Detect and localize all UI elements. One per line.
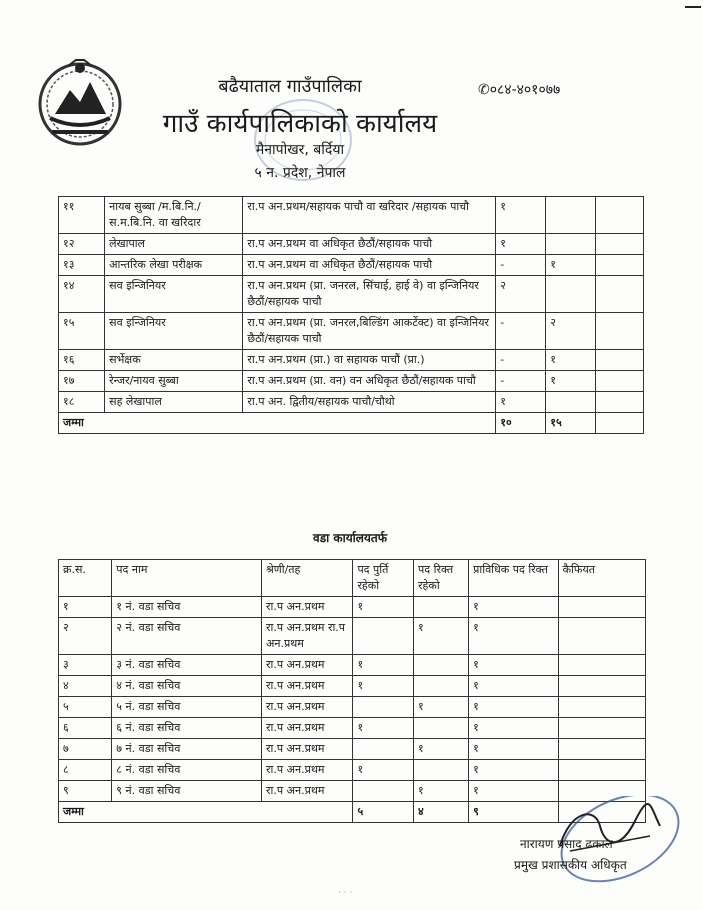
- table-row: [59, 255, 644, 276]
- vacant-cell: १: [414, 697, 469, 718]
- serial-cell: १२: [59, 234, 105, 255]
- grade-cell: रा.प अन.प्रथम: [261, 655, 352, 676]
- column-header: पद रिक्त रहेको: [414, 560, 469, 597]
- grade-cell: रा.प अन.प्रथम: [261, 718, 352, 739]
- office-location: मैनापोखर, बर्दिया: [255, 142, 345, 158]
- vacant-cell: १: [414, 739, 469, 760]
- count-cell: -: [496, 350, 546, 371]
- remark-cell: [558, 676, 645, 697]
- grade-cell: रा.प अन.प्रथम (प्रा.) वा सहायक पाचौं (प्रा.): [243, 350, 496, 371]
- grade-cell: रा.प अन.प्रथम (प्रा. जनरल, सिंचाई, हाई वे) वा इन्जिनियर छैठौं/सहायक पाचौ: [243, 276, 496, 313]
- table-row: [59, 234, 644, 255]
- filled-cell: १: [353, 597, 414, 618]
- serial-cell: १६: [59, 350, 105, 371]
- column-header: पद पुर्ति रहेको: [353, 560, 414, 597]
- vacant-cell: [414, 597, 469, 618]
- table-row: [59, 392, 644, 413]
- grade-cell: रा.प अन.प्रथम वा अधिकृत छैठौं/सहायक पाचौ: [243, 255, 496, 276]
- serial-cell: ४: [59, 676, 112, 697]
- filled-cell: १: [353, 676, 414, 697]
- grade-cell: रा.प अन.प्रथम: [261, 760, 352, 781]
- post-cell: ३ नं. वडा सचिव: [112, 655, 262, 676]
- phone-number: ✆०८४-४०१०७७: [478, 82, 561, 98]
- column-header: श्रेणी/तह: [261, 560, 352, 597]
- serial-cell: ६: [59, 718, 112, 739]
- vacant-cell: १: [414, 781, 469, 802]
- header-row: [59, 560, 646, 597]
- remark-cell: [558, 655, 645, 676]
- total-count-cell: १५: [546, 413, 596, 434]
- grade-cell: रा.प अन.प्रथम (प्रा. जनरल,बिल्डिंग आकर्टेक्ट) वा इन्जिनियर छैठौं/सहायक पाचौ: [243, 313, 496, 350]
- grade-cell: रा.प अन.प्रथम (प्रा. वन) वन अधिकृत छैठौं/सहायक पाचौ: [243, 371, 496, 392]
- table-row: [59, 739, 646, 760]
- post-cell: सव इन्जिनियर: [105, 276, 243, 313]
- ward-table: [58, 559, 646, 823]
- serial-cell: ५: [59, 697, 112, 718]
- vacant-cell: [414, 760, 469, 781]
- serial-cell: ११: [59, 197, 105, 234]
- post-cell: १ नं. वडा सचिव: [112, 597, 262, 618]
- post-cell: २ नं. वडा सचिव: [112, 618, 262, 655]
- table-row: [59, 371, 644, 392]
- post-cell: ६ नं. वडा सचिव: [112, 718, 262, 739]
- filled-cell: [353, 739, 414, 760]
- count-cell: [546, 392, 596, 413]
- province-line: ५ न. प्रदेश, नेपाल: [254, 165, 346, 181]
- total-filled-cell: ५: [353, 802, 414, 823]
- grade-cell: रा.प अन.प्रथम: [261, 697, 352, 718]
- post-cell: ५ नं. वडा सचिव: [112, 697, 262, 718]
- count-cell: १: [546, 350, 596, 371]
- post-cell: रेन्जर/नायव सुब्बा: [105, 371, 243, 392]
- column-header: पद नाम: [112, 560, 262, 597]
- post-cell: सह लेखापाल: [105, 392, 243, 413]
- serial-cell: ९: [59, 781, 112, 802]
- page-mark: · · ·: [338, 888, 353, 898]
- post-cell: ७ नं. वडा सचिव: [112, 739, 262, 760]
- count-cell: १: [496, 234, 546, 255]
- signatory-name: नारायण प्रसाद ढकाल: [520, 837, 613, 851]
- count-cell: [596, 234, 644, 255]
- vacant-cell: [414, 676, 469, 697]
- count-cell: [596, 197, 644, 234]
- tech-cell: १: [469, 718, 558, 739]
- count-cell: [546, 276, 596, 313]
- post-cell: ४ नं. वडा सचिव: [112, 676, 262, 697]
- grade-cell: रा.प अन.प्रथम रा.प अन.प्रथम: [261, 618, 352, 655]
- count-cell: [596, 413, 644, 434]
- post-cell: लेखापाल: [105, 234, 243, 255]
- remark-cell: [558, 739, 645, 760]
- post-cell: आन्तरिक लेखा परीक्षक: [105, 255, 243, 276]
- column-header: क्र.स.: [59, 560, 112, 597]
- table-row: [59, 313, 644, 350]
- total-label: जम्मा: [59, 413, 496, 434]
- office-title: गाउँ कार्यपालिकाको कार्यालय: [162, 109, 438, 139]
- serial-cell: १८: [59, 392, 105, 413]
- count-cell: [596, 392, 644, 413]
- filled-cell: [353, 697, 414, 718]
- count-cell: २: [546, 313, 596, 350]
- total-tech-cell: ९: [469, 802, 558, 823]
- serial-cell: ३: [59, 655, 112, 676]
- count-cell: [546, 234, 596, 255]
- grade-cell: रा.प अन.प्रथम: [261, 597, 352, 618]
- grade-cell: रा.प अन.प्रथम: [261, 739, 352, 760]
- count-cell: [596, 350, 644, 371]
- serial-cell: १५: [59, 313, 105, 350]
- scan-mark: [685, 6, 701, 8]
- tech-cell: १: [469, 739, 558, 760]
- vacant-cell: १: [414, 618, 469, 655]
- column-header: कैफियत: [558, 560, 645, 597]
- count-cell: [596, 276, 644, 313]
- remark-cell: [558, 618, 645, 655]
- post-cell: सव इन्जिनियर: [105, 313, 243, 350]
- column-header: प्राविधिक पद रिक्त: [469, 560, 558, 597]
- count-cell: -: [496, 255, 546, 276]
- table-row: [59, 350, 644, 371]
- grade-cell: रा.प अन.प्रथम वा अधिकृत छैठौं/सहायक पाचौ: [243, 234, 496, 255]
- table-row: [59, 618, 646, 655]
- count-cell: [596, 371, 644, 392]
- post-cell: सर्भेक्षक: [105, 350, 243, 371]
- tech-cell: १: [469, 781, 558, 802]
- filled-cell: १: [353, 760, 414, 781]
- remark-cell: [558, 760, 645, 781]
- table-row: [59, 697, 646, 718]
- grade-cell: रा.प अन. द्वितीय/सहायक पाचौ/चौथो: [243, 392, 496, 413]
- grade-cell: रा.प अन.प्रथम: [261, 676, 352, 697]
- count-cell: १: [546, 255, 596, 276]
- table-row: [59, 655, 646, 676]
- tech-cell: १: [469, 760, 558, 781]
- staff-table: [58, 196, 644, 434]
- total-vacant-cell: ४: [414, 802, 469, 823]
- serial-cell: १: [59, 597, 112, 618]
- count-cell: [596, 255, 644, 276]
- post-cell: ९ नं. वडा सचिव: [112, 781, 262, 802]
- count-cell: [596, 313, 644, 350]
- grade-cell: रा.प अन.प्रथम: [261, 781, 352, 802]
- total-count-cell: १०: [496, 413, 546, 434]
- serial-cell: २: [59, 618, 112, 655]
- signatory-title: प्रमुख प्रशासकीय अधिकृत: [514, 858, 627, 872]
- count-cell: १: [496, 392, 546, 413]
- grade-cell: रा.प अन.प्रथम/सहायक पाचौ वा खरिदार /सहायक पाचौ: [243, 197, 496, 234]
- remark-cell: [558, 597, 645, 618]
- count-cell: -: [496, 313, 546, 350]
- post-cell: ८ नं. वडा सचिव: [112, 760, 262, 781]
- serial-cell: ७: [59, 739, 112, 760]
- serial-cell: १४: [59, 276, 105, 313]
- filled-cell: १: [353, 655, 414, 676]
- tech-cell: १: [469, 655, 558, 676]
- table-row: [59, 197, 644, 234]
- tech-cell: १: [469, 697, 558, 718]
- vacant-cell: [414, 718, 469, 739]
- serial-cell: १७: [59, 371, 105, 392]
- filled-cell: १: [353, 718, 414, 739]
- filled-cell: [353, 618, 414, 655]
- count-cell: १: [546, 371, 596, 392]
- total-row: [59, 413, 644, 434]
- count-cell: -: [496, 371, 546, 392]
- post-cell: नायब सुब्बा /म.बि.नि./स.म.बि.नि. वा खरिदार: [105, 197, 243, 234]
- count-cell: १: [496, 197, 546, 234]
- tech-cell: १: [469, 676, 558, 697]
- table-row: [59, 760, 646, 781]
- table-row: [59, 718, 646, 739]
- serial-cell: ८: [59, 760, 112, 781]
- nepal-emblem-icon: [30, 52, 130, 152]
- table-row: [59, 676, 646, 697]
- count-cell: [546, 197, 596, 234]
- total-label: जम्मा: [59, 802, 353, 823]
- serial-cell: १३: [59, 255, 105, 276]
- remark-cell: [558, 697, 645, 718]
- municipality-name: बढैयाताल गाउँपालिका: [218, 76, 362, 97]
- section-title: वडा कार्यालयतर्फ: [313, 531, 387, 545]
- table-row: [59, 597, 646, 618]
- table-row: [59, 276, 644, 313]
- vacant-cell: [414, 655, 469, 676]
- tech-cell: १: [469, 597, 558, 618]
- tech-cell: १: [469, 618, 558, 655]
- remark-cell: [558, 718, 645, 739]
- count-cell: २: [496, 276, 546, 313]
- filled-cell: [353, 781, 414, 802]
